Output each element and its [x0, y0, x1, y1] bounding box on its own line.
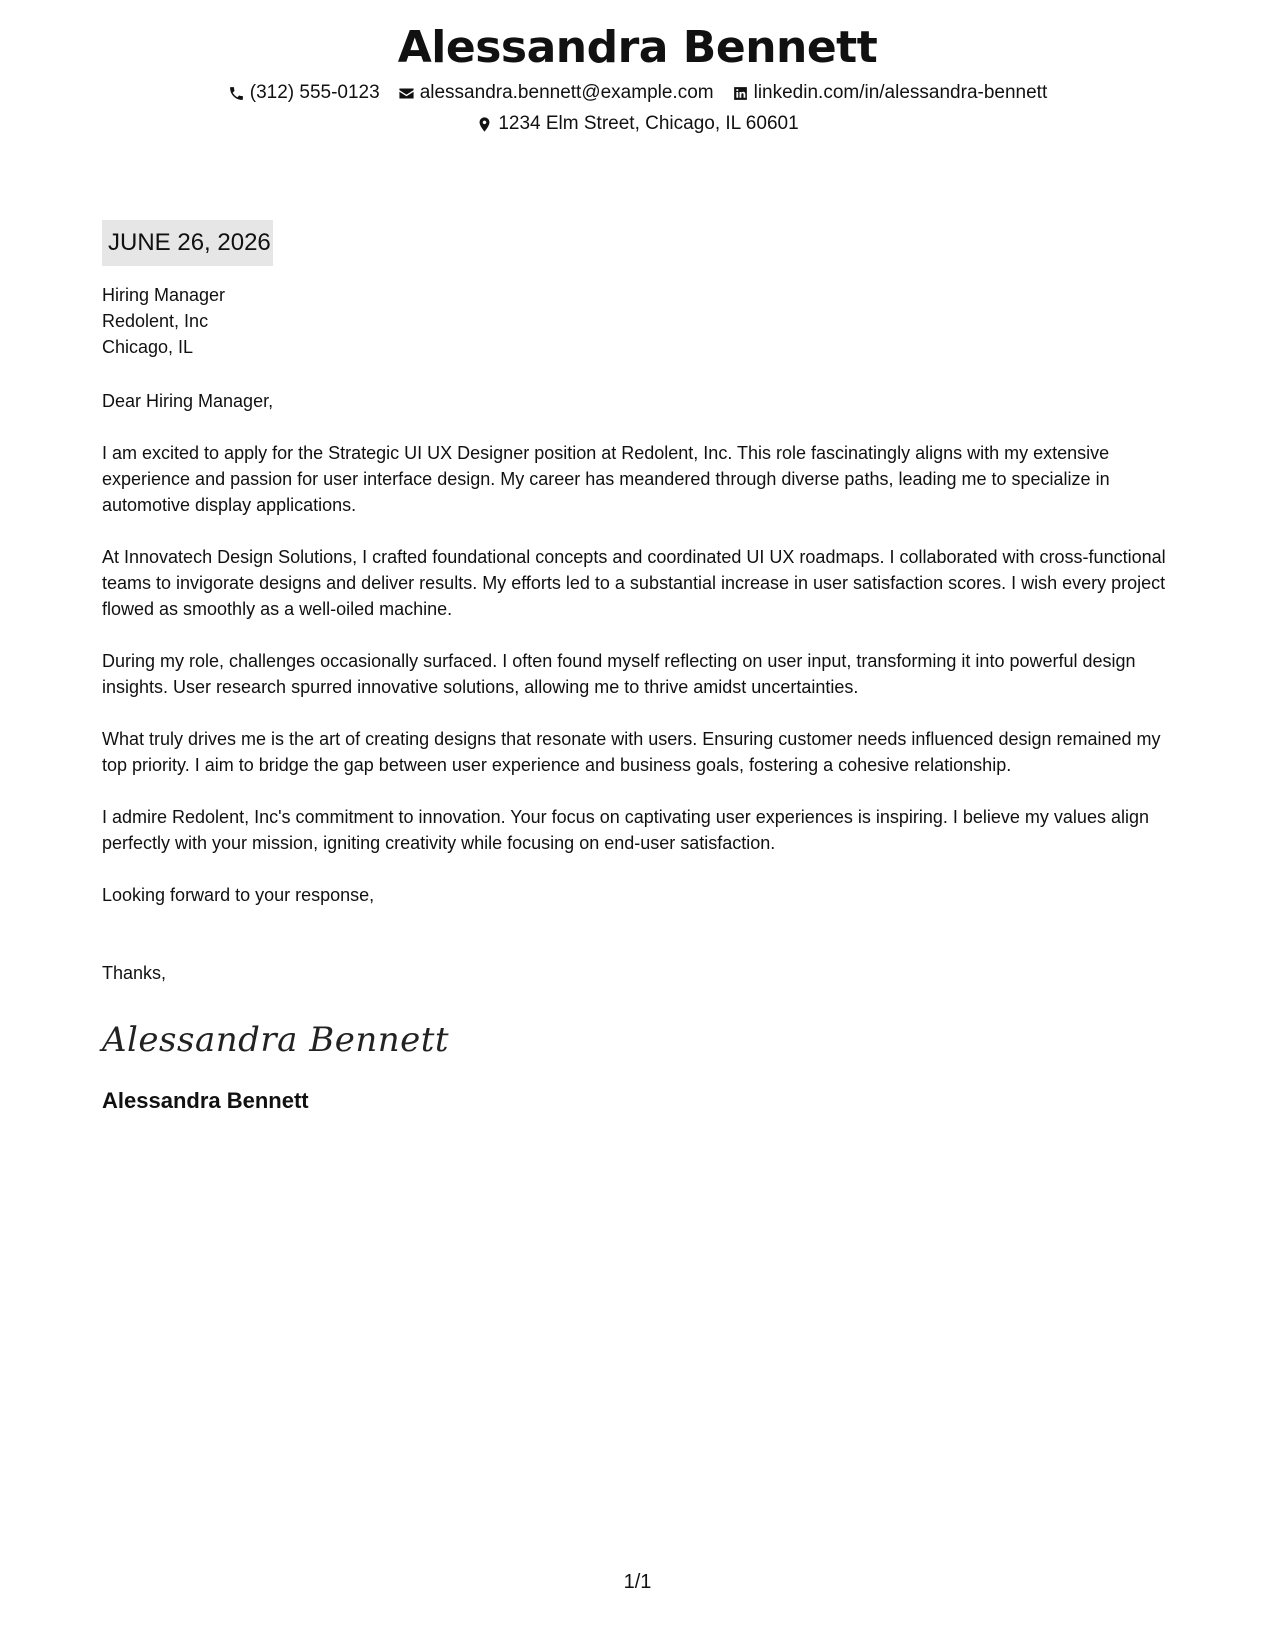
- envelope-icon: [398, 85, 415, 102]
- handwritten-signature: [102, 1012, 450, 1068]
- recipient-line: Chicago, IL: [102, 337, 194, 357]
- paragraph: At Innovatech Design Solutions, I crafted foundational concepts and coordinated UI UX roadmaps. I collaborated with cross-functional teams to invigorate designs and deliver results. My efforts led to a substantial increase in user satisfaction scores. I wish every project flowed as smoothly as a well-oiled machine.: [102, 547, 1166, 619]
- signoff: Thanks,: [102, 963, 167, 983]
- contact-phone: [228, 80, 380, 106]
- recipient-line: Hiring Manager: [102, 285, 226, 305]
- recipient-block: [102, 282, 1182, 360]
- linkedin-url[interactable]: linkedin.com/in/alessandra-bennett: [753, 82, 1048, 103]
- contact-linkedin: [732, 80, 1048, 106]
- applicant-name: Alessandra Bennett: [397, 22, 878, 73]
- recipient-line: Redolent, Inc: [102, 311, 209, 331]
- signer-name: Alessandra Bennett: [102, 1088, 309, 1113]
- contact-email: [398, 80, 714, 106]
- phone-icon: [228, 85, 245, 102]
- closing-line: Looking forward to your response,: [102, 885, 375, 905]
- email-address[interactable]: alessandra.bennett@example.com: [419, 82, 714, 103]
- paragraph: What truly drives me is the art of creating designs that resonate with users. Ensuring customer needs influenced design remained my top priority. I aim to bridge the gap between user experience and business goals, fostering a cohesive relationship.: [102, 729, 1161, 775]
- map-pin-icon: [476, 116, 493, 133]
- linkedin-icon: [732, 85, 749, 102]
- paragraph: During my role, challenges occasionally surfaced. I often found myself reflecting on user input, transforming it into powerful design insights. User research spurred innovative solutions, allowing me to thrive amidst uncertainties.: [102, 651, 1136, 697]
- paragraph: I admire Redolent, Inc's commitment to innovation. Your focus on captivating user experiences is inspiring. I believe my values align perfectly with your mission, igniting creativity while focusing on end-user satisfaction.: [102, 807, 1149, 853]
- page-number: 1/1: [623, 1571, 652, 1593]
- contact-address: [476, 111, 798, 137]
- salutation: Dear Hiring Manager,: [102, 391, 274, 411]
- paragraph: I am excited to apply for the Strategic UI UX Designer position at Redolent, Inc. This role fascinatingly aligns with my extensive experience and passion for user interface design. My career has meandered through diverse paths, leading me to specialize in automotive display applications.: [102, 443, 1110, 515]
- letter-date: JUNE 26, 2026: [102, 220, 273, 266]
- phone-number: (312) 555-0123: [249, 82, 380, 103]
- address-row: [0, 111, 1275, 137]
- street-address: 1234 Elm Street, Chicago, IL 60601: [498, 113, 799, 134]
- letter-body: [102, 220, 1182, 1116]
- letter-header: [0, 18, 1275, 137]
- contact-row: [0, 80, 1275, 106]
- signature-text: Alessandra Bennett: [102, 1020, 450, 1060]
